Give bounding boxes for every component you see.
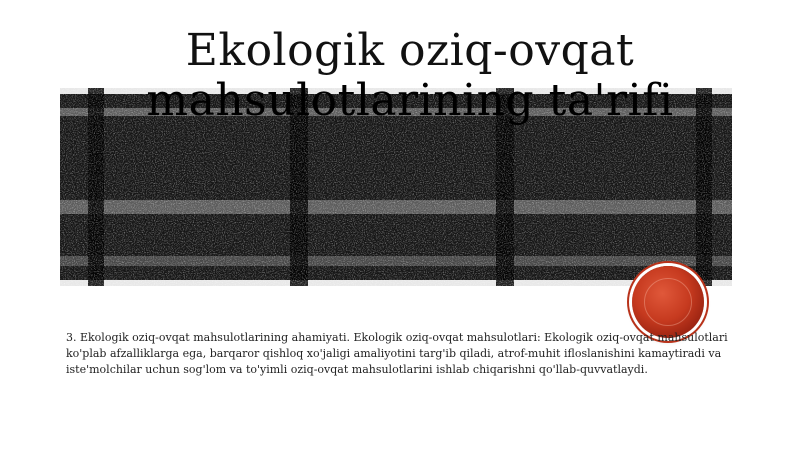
title-line-2: mahsulotlarining ta'rifi (146, 75, 674, 126)
title-line-1: Ekologik oziq-ovqat (185, 25, 635, 76)
slide-title (60, 26, 760, 126)
body-paragraph: 3. Ekologik oziq-ovqat mahsulotlarining ahamiyati. Ekologik oziq-ovqat mahsulotlari: Ekologik oziq-ovqat mahsulotlari ko'plab afzalliklarga ega, barqaror qishloq xo'jaligi amaliyotini targ'ib qiladi, atrof-muhit ifloslanishini kamaytiradi va iste'molchilar uchun sog'lom va to'yimli oziq-ovqat mahsulotlarini ishlab chiqarishni qo'llab-quvvatlaydi. (66, 331, 728, 376)
red-circle-decoration (632, 266, 704, 338)
